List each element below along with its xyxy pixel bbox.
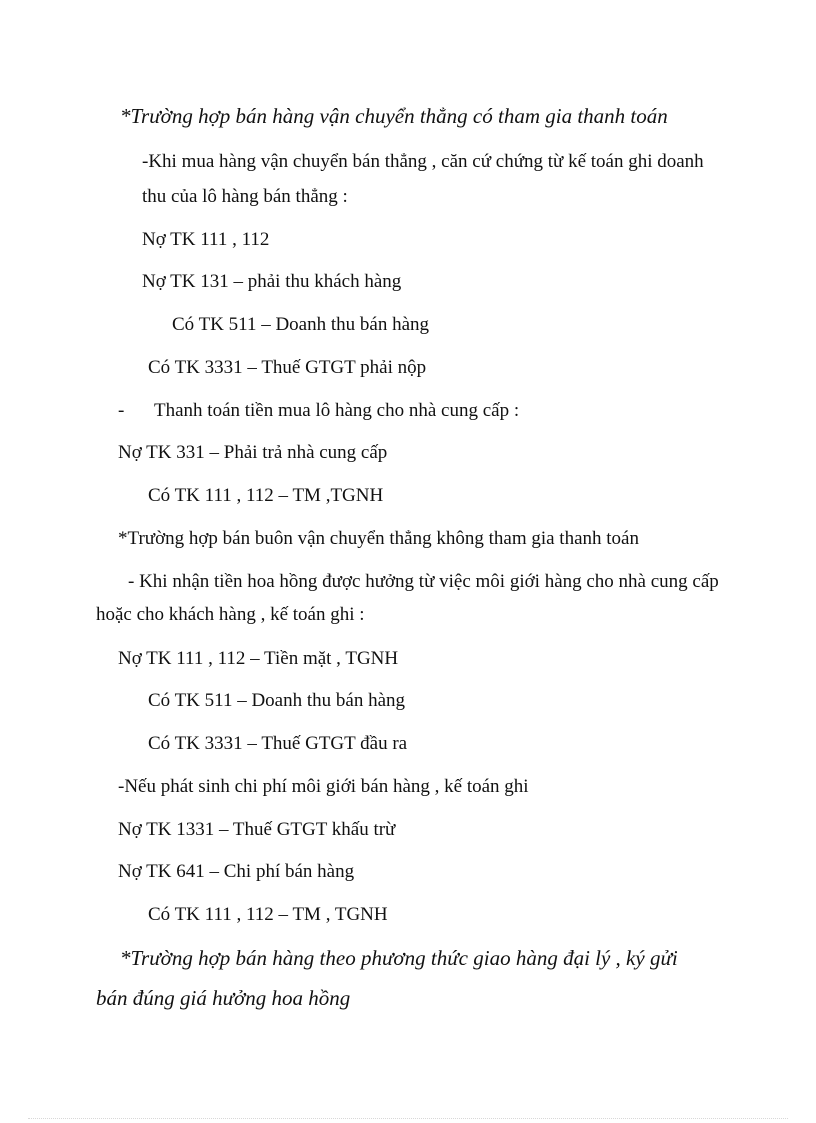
journal-entry-credit-3331-output-vat: Có TK 3331 – Thuế GTGT đầu ra [148, 733, 408, 754]
paragraph-brokerage-cost: -Nếu phát sinh chi phí môi giới bán hàng , kế toán ghi [118, 776, 529, 797]
journal-entry-debit-111-112-cash: Nợ TK 111 , 112 – Tiền mặt , TGNH [118, 648, 399, 669]
journal-entry-credit-3331: Có TK 3331 – Thuế GTGT phải nộp [148, 357, 427, 378]
section-heading-agency-sale-line-1: *Trường hợp bán hàng theo phương thức giao hàng đại lý , ký gửi [120, 946, 678, 970]
paragraph-direct-sale-revenue-line-2: thu của lô hàng bán thẳng : [142, 186, 348, 207]
journal-entry-debit-131: Nợ TK 131 – phải thu khách hàng [142, 271, 402, 292]
bullet-dash: - [118, 400, 125, 421]
section-heading-direct-sale-with-payment: *Trường hợp bán hàng vận chuyển thẳng có tham gia thanh toán [120, 104, 668, 128]
journal-entry-credit-511: Có TK 511 – Doanh thu bán hàng [172, 314, 430, 335]
page-bottom-divider [28, 1118, 788, 1119]
journal-entry-debit-331: Nợ TK 331 – Phải trả nhà cung cấp [118, 442, 388, 463]
bullet-pay-supplier-text: Thanh toán tiền mua lô hàng cho nhà cung cấp : [154, 400, 520, 421]
section-heading-direct-wholesale-without-payment: *Trường hợp bán buôn vận chuyển thẳng không tham gia thanh toán [118, 528, 639, 549]
journal-entry-credit-111-112-final: Có TK 111 , 112 – TM , TGNH [148, 904, 388, 925]
journal-entry-debit-111-112: Nợ TK 111 , 112 [142, 229, 270, 250]
paragraph-direct-sale-revenue-line-1: -Khi mua hàng vận chuyển bán thẳng , căn cứ chứng từ kế toán ghi doanh [142, 151, 704, 172]
journal-entry-debit-641: Nợ TK 641 – Chi phí bán hàng [118, 861, 355, 882]
section-heading-agency-sale-line-2: bán đúng giá hưởng hoa hồng [96, 986, 351, 1010]
journal-entry-credit-111-112: Có TK 111 , 112 – TM ,TGNH [148, 485, 384, 506]
journal-entry-debit-1331: Nợ TK 1331 – Thuế GTGT khấu trừ [118, 819, 396, 840]
journal-entry-credit-511-revenue: Có TK 511 – Doanh thu bán hàng [148, 690, 406, 711]
paragraph-commission-line-2: hoặc cho khách hàng , kế toán ghi : [96, 604, 365, 625]
paragraph-commission-line-1: - Khi nhận tiền hoa hồng được hưởng từ việc môi giới hàng cho nhà cung cấp [128, 571, 719, 592]
